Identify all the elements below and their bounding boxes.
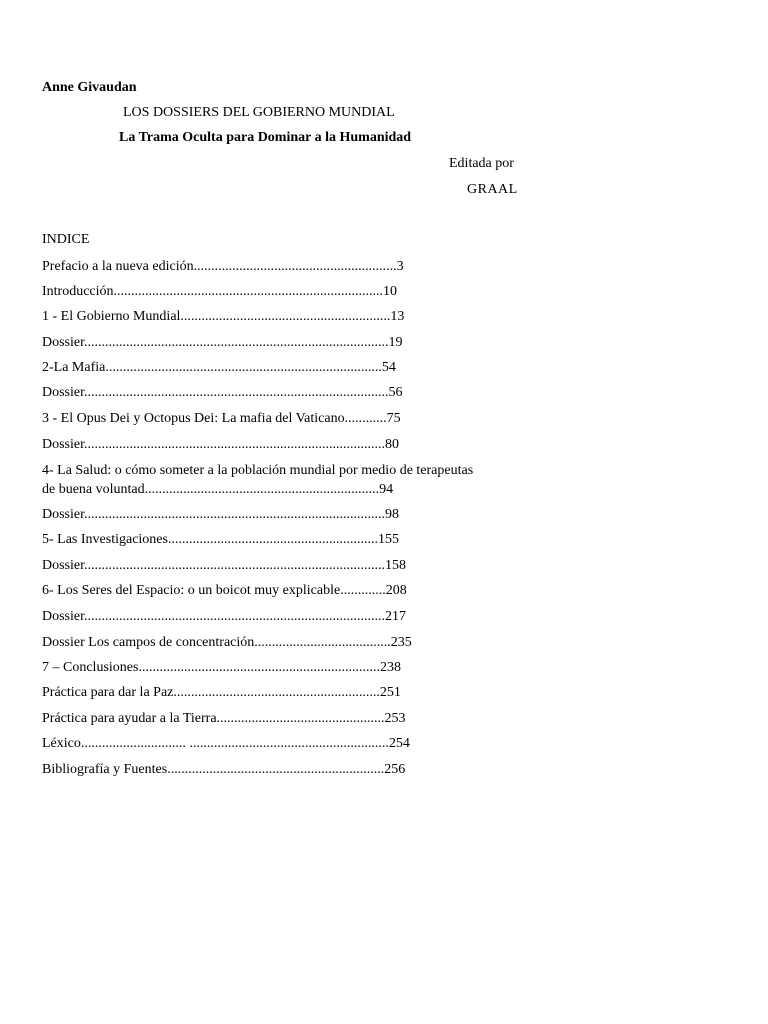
toc-page-number: 253 <box>384 711 406 726</box>
toc-page-number: 251 <box>379 685 401 700</box>
toc-leader: ........................................................... <box>173 685 380 700</box>
toc-entry-label: 4- La Salud: o cómo someter a la población mundial por medio de terapeutas <box>42 463 474 478</box>
toc-entry-label: Introducción <box>42 284 114 299</box>
toc-entry <box>42 634 522 652</box>
author: Anne Givaudan <box>42 80 137 95</box>
toc-entry <box>42 506 522 524</box>
toc-page-number: 13 <box>390 309 405 324</box>
toc-page-number: 98 <box>385 507 399 522</box>
toc-entry <box>42 359 522 377</box>
toc-entry <box>42 334 522 352</box>
toc-entry-label: Práctica para dar la Paz <box>42 685 174 700</box>
toc-leader: .............................. ......................................................... <box>80 736 389 751</box>
toc-entry <box>42 710 522 728</box>
toc-page-number: 3 <box>396 259 404 274</box>
toc-leader: ............................................................ <box>167 532 378 547</box>
toc-page-number: 54 <box>381 360 396 375</box>
toc-leader: ..................................................................... <box>138 660 380 675</box>
toc-entry-label: Léxico <box>42 736 81 751</box>
book-subtitle: La Trama Oculta para Dominar a la Humanidad <box>119 130 412 145</box>
toc-page-number: 10 <box>383 284 398 299</box>
toc-leader: ............ <box>344 411 387 426</box>
toc-leader: ....................................................................................... <box>84 335 389 350</box>
toc-page-number: 217 <box>385 609 406 624</box>
toc-leader: ...................................................................................... <box>84 507 385 522</box>
toc-entry <box>42 258 522 276</box>
toc-entry <box>42 531 522 549</box>
toc-leader: .......................................................... <box>193 259 397 274</box>
toc-entry-label: Dossier <box>42 507 84 522</box>
toc-entry-label: 5- Las Investigaciones <box>42 532 168 547</box>
toc-leader: ....................................................................................... <box>84 385 389 400</box>
toc-page-number: 19 <box>388 335 403 350</box>
toc-page-number: 235 <box>390 635 412 650</box>
toc-entry <box>42 582 522 600</box>
toc-leader: ................................................................... <box>144 482 380 497</box>
toc-entry-label: Dossier <box>42 437 84 452</box>
toc-page-number: 254 <box>388 736 410 751</box>
toc-page-number: 155 <box>377 532 399 547</box>
toc-entry-label: Dossier <box>42 558 84 573</box>
toc-entry <box>42 384 522 402</box>
toc-entry <box>42 659 522 677</box>
toc-leader: ....................................... <box>254 635 391 650</box>
toc-leader: .............................................................. <box>167 762 385 777</box>
toc-page-number: 256 <box>384 762 406 777</box>
toc-entry-label: 6- Los Seres del Espacio: o un boicot muy explicable <box>42 583 341 598</box>
toc-entry-label-continued: de buena voluntad <box>42 482 145 497</box>
edited-by-label: Editada por <box>449 156 514 171</box>
toc-entry-label: 7 – Conclusiones <box>42 660 139 675</box>
toc-entry <box>42 684 522 702</box>
toc-entry-label: Bibliografía y Fuentes <box>42 762 168 777</box>
index-heading: INDICE <box>42 232 90 247</box>
toc-entry <box>42 436 522 454</box>
toc-page-number: 208 <box>385 583 407 598</box>
toc-leader: ...................................................................................... <box>84 437 385 452</box>
toc-entry-label: Dossier <box>42 385 84 400</box>
toc-entry <box>42 410 522 428</box>
toc-entry <box>42 735 522 753</box>
toc-entry-label: Dossier <box>42 609 84 624</box>
toc-page-number: 75 <box>386 411 401 426</box>
toc-leader: ............................................................ <box>180 309 391 324</box>
toc-leader: ...................................................................................... <box>84 558 385 573</box>
toc-entry-label: 3 - El Opus Dei y Octopus Dei: La mafia del Vaticano <box>42 411 345 426</box>
toc-entry-label: 1 - El Gobierno Mundial <box>42 309 181 324</box>
toc-entry <box>42 761 522 779</box>
toc-leader: ...................................................................................... <box>84 609 385 624</box>
toc-leader: ............................................................................... <box>105 360 382 375</box>
toc-entry <box>42 283 522 301</box>
book-title: LOS DOSSIERS DEL GOBIERNO MUNDIAL <box>123 105 395 120</box>
publisher-name: GRAAL <box>467 182 518 197</box>
toc-page-number: 56 <box>388 385 403 400</box>
toc-entry-label: Dossier <box>42 335 84 350</box>
toc-page-number: 94 <box>379 482 394 497</box>
toc-entry-label: 2-La Mafia <box>42 360 106 375</box>
toc-page-number: 238 <box>379 660 401 675</box>
toc-entry <box>42 461 522 501</box>
toc-page-number: 158 <box>385 558 406 573</box>
toc-entry <box>42 608 522 626</box>
toc-leader: ............................................................................. <box>113 284 384 299</box>
toc-entry <box>42 308 522 326</box>
toc-leader: ................................................ <box>216 711 385 726</box>
toc-page-number: 80 <box>385 437 399 452</box>
toc-entry-label: Dossier Los campos de concentración <box>42 635 255 650</box>
toc-entry <box>42 557 522 575</box>
toc-leader: ............. <box>340 583 386 598</box>
toc-entry-label: Práctica para ayudar a la Tierra <box>42 711 217 726</box>
toc-entry-label: Prefacio a la nueva edición <box>42 259 194 274</box>
